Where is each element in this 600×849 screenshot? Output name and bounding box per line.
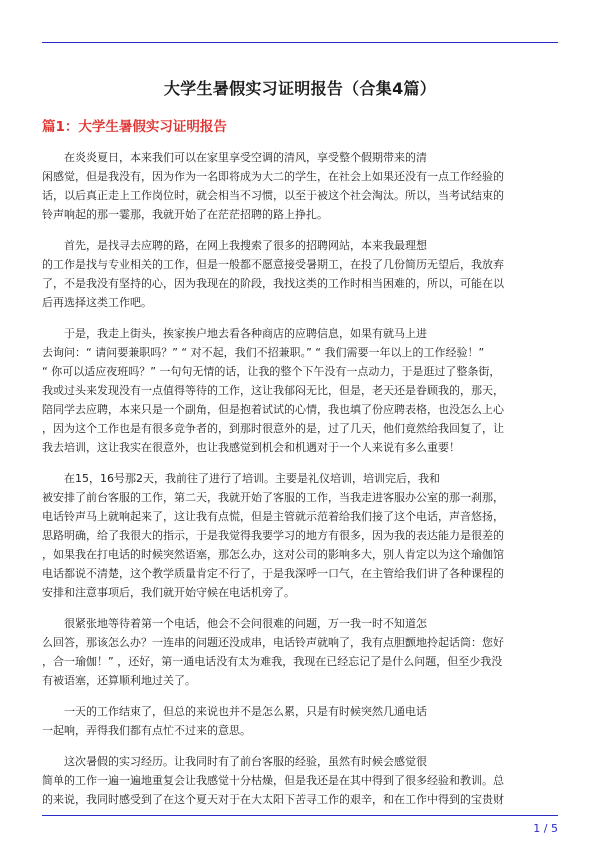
text-line: 在15，16号那2天，我前往了进行了培训。主要是礼仪培训，培训完后，我和: [64, 472, 440, 485]
page-number: 1 / 5: [533, 822, 558, 835]
document-body: [42, 148, 558, 821]
paragraph: [42, 324, 558, 457]
text-line: 电话都说不清楚，这个教学质量肯定不行了，于是我深呼一口气，在主管给我们讲了各种课程的: [42, 567, 504, 580]
text-line: 简单的工作一遍一遍地重复会让我感觉十分枯燥，但是我还是在其中得到了很多经验和教训。总: [42, 774, 504, 787]
text-line: 话，以后真正走上工作岗位时，就会相当不习惯，以至于被这个社会淘汰。所以，当考试结束的: [42, 189, 504, 202]
paragraph: [42, 236, 558, 312]
paragraph: [42, 469, 558, 602]
text-line: 我去培训，这让我实在很意外，也让我感觉到机会和机遇对于一个人来说有多么重要！: [42, 441, 460, 454]
header-rule: [42, 42, 558, 43]
section-heading: 篇1：大学生暑假实习证明报告: [42, 119, 227, 135]
text-line: 思路明确，给了我很大的指示，于是我觉得我要学习的地方有很多，因为我的表达能力是很差的: [42, 529, 504, 542]
footer-rule: [42, 815, 558, 816]
text-line: 很紧张地等待着第一个电话，他会不会问很难的问题，万一我一时不知道怎: [64, 617, 427, 630]
text-line: 首先，是找寻去应聘的路，在网上我搜索了很多的招聘网站，本来我最理想: [64, 239, 427, 252]
paragraph: [42, 148, 558, 224]
text-line: 闲感觉，但是我没有，因为作为一名即将成为大二的学生，在社会上如果还没有一点工作经验的: [42, 170, 504, 183]
text-line: “ 你可以适应夜班吗？” 一句句无情的话，让我的整个下午没有一点动力，于是逛过了整条街，: [42, 365, 501, 378]
text-line: 有被语塞，还算顺利地过关了。: [42, 674, 196, 687]
text-line: 陪同学去应聘，本来只是一个副角，但是抱着试试的心情，我也填了份应聘表格，也没怎么上心: [42, 403, 504, 416]
paragraph: [42, 614, 558, 690]
text-line: 一天的工作结束了，但总的来说也并不是怎么累，只是有时候突然几通电话: [64, 705, 427, 718]
text-line: ，如果我在打电话的时候突然语塞，那怎么办，这对公司的影响多大，别人肯定以为这个瑜伽馆: [42, 548, 504, 561]
text-line: 被安排了前台客服的工作，第二天，我就开始了客服的工作，当我走进客服办公室的那一刹那，: [42, 491, 504, 504]
text-line: 在炎炎夏日，本来我们可以在家里享受空调的清风，享受整个假期带来的清: [64, 151, 427, 164]
paragraph: [42, 702, 558, 740]
document-title: 大学生暑假实习证明报告（合集4篇）: [163, 79, 437, 98]
text-line: 去询问：“ 请问要兼职吗？” “ 对不起，我们不招兼职。” “ 我们需要一年以上的工作经验！”: [42, 346, 485, 359]
text-line: 电话铃声马上就响起来了，这让我有点慌，但是主管就示范着给我们接了这个电话，声音悠扬，: [42, 510, 504, 523]
text-line: 的工作是找与专业相关的工作，但是一般都不愿意接受暑期工，在投了几份简历无望后，我放弃: [42, 258, 504, 271]
text-line: 安排和注意事项后，我们就开始守候在电话机旁了。: [42, 586, 295, 599]
text-line: 这次暑假的实习经历。让我同时有了前台客服的经验，虽然有时候会感觉很: [64, 755, 427, 768]
paragraph: [42, 752, 558, 809]
text-line: ，合一瑜伽！” ，还好，第一通电话没有太为难我，我现在已经忘记了是什么问题，但至少我没: [42, 655, 503, 668]
text-line: 我或过头来发现没有一点值得等待的工作，这让我郁闷无比，但是，老天还是眷顾我的，那天，: [42, 384, 504, 397]
text-line: 后再选择这类工作吧。: [42, 296, 152, 309]
text-line: 的来说，我同时感受到了在这个夏天对于在大太阳下苦寻工作的艰辛，和在工作中得到的宝贵财: [42, 793, 504, 806]
text-line: 于是，我走上街头，挨家挨户地去看各种商店的应聘信息，如果有就马上进: [64, 327, 427, 340]
text-line: 一起响，弄得我们都有点忙不过来的意思。: [42, 724, 251, 737]
text-line: 么回答，那该怎么办？一连串的问题还没成串，电话铃声就响了，我有点胆颤地拎起话筒：您好: [42, 636, 504, 649]
text-line: 了，不是我没有坚持的心，因为我现在的阶段，我找这类的工作时相当困难的，所以，可能在以: [42, 277, 504, 290]
text-line: ，因为这个工作也是有很多竞争者的，到那时很意外的是，过了几天，他们竟然给我回复了，让: [42, 422, 504, 435]
text-line: 铃声响起的那一霎那，我就开始了在茫茫招聘的路上挣扎。: [42, 208, 328, 221]
